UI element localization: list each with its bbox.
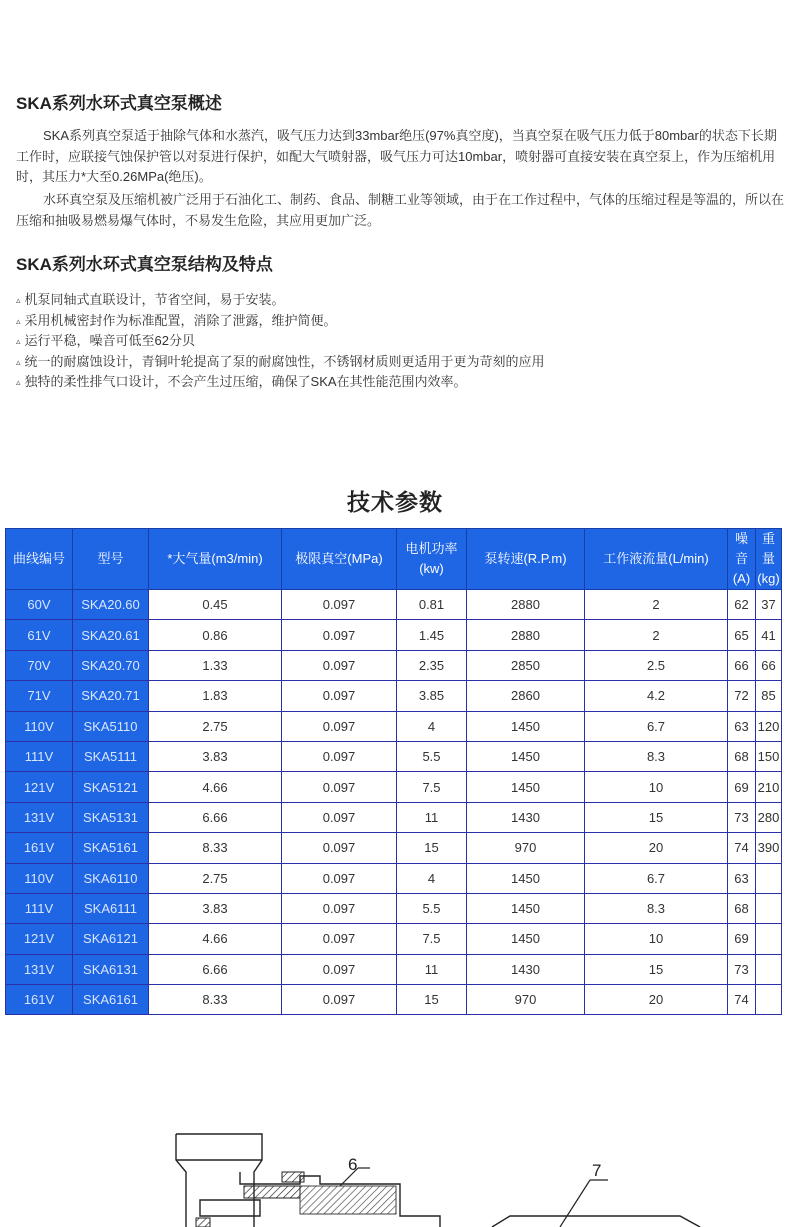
hatched-bolt: [282, 1172, 304, 1182]
cell-curve-no: 60V: [6, 590, 73, 620]
cell-liquid-flow: 15: [585, 802, 728, 832]
cell-pump-speed: 2860: [467, 681, 585, 711]
cell-curve-no: 71V: [6, 681, 73, 711]
cell-model: SKA5111: [73, 741, 149, 771]
cell-model: SKA6121: [73, 924, 149, 954]
cell-pump-speed: 1450: [467, 893, 585, 923]
cell-ultimate-vacuum: 0.097: [282, 954, 397, 984]
cell-noise: 63: [728, 711, 756, 741]
header-noise-line2: (A): [732, 571, 751, 586]
table-title: 技术参数: [347, 489, 443, 515]
header-noise: [728, 529, 756, 590]
cell-curve-no: 161V: [6, 985, 73, 1015]
feature-item: [16, 311, 545, 332]
cell-liquid-flow: 20: [585, 833, 728, 863]
header-weight-line1: 重量: [761, 531, 775, 566]
cell-curve-no: 131V: [6, 802, 73, 832]
cell-weight: [756, 893, 782, 923]
cell-liquid-flow: 6.7: [585, 711, 728, 741]
cell-motor-power: 15: [397, 833, 467, 863]
feature-item: [16, 352, 545, 373]
cell-max-airflow: 6.66: [149, 954, 282, 984]
feature-text: 统一的耐腐蚀设计，青铜叶轮提高了泵的耐腐蚀性，不锈钢材质则更适用于更为苛刻的应用: [24, 353, 545, 369]
pump-housing-outline: [176, 1134, 700, 1227]
header-weight: [756, 529, 782, 590]
cell-motor-power: 2.35: [397, 650, 467, 680]
cell-curve-no: 70V: [6, 650, 73, 680]
hatched-flange: [244, 1186, 300, 1198]
cell-weight: [756, 954, 782, 984]
cell-liquid-flow: 6.7: [585, 863, 728, 893]
cell-ultimate-vacuum: 0.097: [282, 893, 397, 923]
feature-item: [16, 372, 545, 393]
cell-ultimate-vacuum: 0.097: [282, 741, 397, 771]
cell-pump-speed: 1450: [467, 741, 585, 771]
cell-curve-no: 111V: [6, 741, 73, 771]
cell-max-airflow: 4.66: [149, 772, 282, 802]
features-title: SKA系列水环式真空泵结构及特点: [16, 255, 273, 274]
cell-noise: 62: [728, 590, 756, 620]
feature-text: 机泵同轴式直联设计，节省空间，易于安装。: [24, 292, 285, 307]
cell-max-airflow: 2.75: [149, 863, 282, 893]
cell-pump-speed: 1450: [467, 772, 585, 802]
header-motor-power-line2: (kw): [419, 561, 444, 576]
cell-weight: 390: [756, 833, 782, 863]
triangle-bullet-icon: ▵: [16, 377, 21, 387]
diagram-label-6: 6: [348, 1155, 358, 1174]
cell-model: SKA20.60: [73, 590, 149, 620]
cell-model: SKA5121: [73, 772, 149, 802]
cell-weight: 150: [756, 741, 782, 771]
cell-max-airflow: 3.83: [149, 893, 282, 923]
cell-weight: 210: [756, 772, 782, 802]
cell-noise: 68: [728, 741, 756, 771]
overview-paragraph-2: 水环真空泵及压缩机被广泛用于石油化工、制药、食品、制糖工业等领域，由于在工作过程中，气体的压缩过程是等温的，所以在压缩和抽吸易燃易爆气体时，不易发生危险，其应用更加广泛。: [16, 192, 785, 228]
cell-weight: [756, 863, 782, 893]
cell-curve-no: 110V: [6, 863, 73, 893]
table-row: [6, 590, 782, 620]
header-weight-line2: (kg): [757, 571, 780, 586]
header-noise-line1: 噪音: [734, 531, 748, 566]
cell-model: SKA6131: [73, 954, 149, 984]
table-row: [6, 650, 782, 680]
cell-noise: 68: [728, 893, 756, 923]
cell-curve-no: 110V: [6, 711, 73, 741]
hatched-casing: [300, 1186, 396, 1214]
cell-liquid-flow: 2.5: [585, 650, 728, 680]
cell-noise: 74: [728, 833, 756, 863]
triangle-bullet-icon: ▵: [16, 315, 21, 326]
table-row: [6, 985, 782, 1015]
feature-text: 运行平稳，噪音可低至62分贝: [24, 333, 195, 348]
cell-pump-speed: 1450: [467, 711, 585, 741]
cell-ultimate-vacuum: 0.097: [282, 985, 397, 1015]
cell-motor-power: 5.5: [397, 893, 467, 923]
cell-model: SKA20.61: [73, 620, 149, 650]
table-row: [6, 924, 782, 954]
triangle-bullet-icon: ▵: [16, 356, 21, 367]
cell-motor-power: 11: [397, 802, 467, 832]
header-motor-power-line1: 电机功率: [405, 541, 458, 556]
cell-noise: 65: [728, 620, 756, 650]
cell-model: SKA6161: [73, 985, 149, 1015]
cell-liquid-flow: 8.3: [585, 893, 728, 923]
table-row: [6, 772, 782, 802]
feature-item: [16, 290, 545, 311]
cell-liquid-flow: 4.2: [585, 681, 728, 711]
cell-motor-power: 0.81: [397, 590, 467, 620]
cell-model: SKA5131: [73, 802, 149, 832]
feature-text: 独特的柔性排气口设计，不会产生过压缩，确保了SKA在其性能范围内效率。: [24, 374, 467, 389]
cell-ultimate-vacuum: 0.097: [282, 650, 397, 680]
cell-max-airflow: 1.33: [149, 650, 282, 680]
cell-curve-no: 121V: [6, 924, 73, 954]
cell-noise: 69: [728, 924, 756, 954]
cell-weight: 37: [756, 590, 782, 620]
header-model: 型号: [73, 529, 149, 590]
cell-weight: 41: [756, 620, 782, 650]
cell-max-airflow: 8.33: [149, 985, 282, 1015]
cell-motor-power: 3.85: [397, 681, 467, 711]
cell-noise: 66: [728, 650, 756, 680]
cell-liquid-flow: 8.3: [585, 741, 728, 771]
cell-max-airflow: 4.66: [149, 924, 282, 954]
cell-noise: 74: [728, 985, 756, 1015]
cell-pump-speed: 2880: [467, 590, 585, 620]
cell-max-airflow: 1.83: [149, 681, 282, 711]
cell-curve-no: 161V: [6, 833, 73, 863]
table-row: [6, 711, 782, 741]
cell-motor-power: 1.45: [397, 620, 467, 650]
pump-cross-section-diagram: [0, 1120, 790, 1227]
feature-text: 采用机械密封作为标准配置，消除了泄露，维护简便。: [24, 312, 337, 328]
cell-max-airflow: 0.45: [149, 590, 282, 620]
cell-model: SKA20.71: [73, 681, 149, 711]
header-curve-no: 曲线编号: [6, 529, 73, 590]
spec-table: [5, 528, 782, 1015]
feature-list: [16, 290, 545, 393]
cell-model: SKA6111: [73, 893, 149, 923]
cell-ultimate-vacuum: 0.097: [282, 863, 397, 893]
cell-noise: 72: [728, 681, 756, 711]
header-pump-speed: 泵转速(R.P.m): [467, 529, 585, 590]
table-header-row: [6, 529, 782, 590]
cell-pump-speed: 1430: [467, 802, 585, 832]
cell-max-airflow: 3.83: [149, 741, 282, 771]
table-row: [6, 620, 782, 650]
cell-motor-power: 5.5: [397, 741, 467, 771]
diagram-label-7: 7: [592, 1161, 602, 1180]
cell-liquid-flow: 10: [585, 772, 728, 802]
cell-curve-no: 121V: [6, 772, 73, 802]
table-row: [6, 954, 782, 984]
cell-liquid-flow: 15: [585, 954, 728, 984]
cell-max-airflow: 2.75: [149, 711, 282, 741]
cell-motor-power: 7.5: [397, 924, 467, 954]
leader-line-7: [560, 1180, 590, 1227]
cell-noise: 69: [728, 772, 756, 802]
cell-motor-power: 15: [397, 985, 467, 1015]
cell-ultimate-vacuum: 0.097: [282, 772, 397, 802]
cell-weight: 85: [756, 681, 782, 711]
cell-model: SKA20.70: [73, 650, 149, 680]
cell-max-airflow: 6.66: [149, 802, 282, 832]
cell-curve-no: 61V: [6, 620, 73, 650]
cell-max-airflow: 0.86: [149, 620, 282, 650]
cell-pump-speed: 2880: [467, 620, 585, 650]
cell-pump-speed: 1450: [467, 924, 585, 954]
cell-model: SKA6110: [73, 863, 149, 893]
cell-motor-power: 7.5: [397, 772, 467, 802]
cell-noise: 73: [728, 954, 756, 984]
cell-weight: [756, 924, 782, 954]
cell-model: SKA5110: [73, 711, 149, 741]
cell-liquid-flow: 20: [585, 985, 728, 1015]
cell-ultimate-vacuum: 0.097: [282, 620, 397, 650]
cell-weight: 66: [756, 650, 782, 680]
cell-liquid-flow: 10: [585, 924, 728, 954]
cell-weight: 280: [756, 802, 782, 832]
feature-item: [16, 331, 545, 352]
table-row: [6, 802, 782, 832]
cell-motor-power: 11: [397, 954, 467, 984]
cell-noise: 73: [728, 802, 756, 832]
triangle-bullet-icon: ▵: [16, 295, 21, 305]
table-row: [6, 741, 782, 771]
header-max-airflow: *大气量(m3/min): [149, 529, 282, 590]
cell-model: SKA5161: [73, 833, 149, 863]
cell-motor-power: 4: [397, 711, 467, 741]
table-row: [6, 863, 782, 893]
cell-max-airflow: 8.33: [149, 833, 282, 863]
cell-curve-no: 111V: [6, 893, 73, 923]
cell-pump-speed: 2850: [467, 650, 585, 680]
cell-pump-speed: 1450: [467, 863, 585, 893]
hatched-base: [196, 1218, 210, 1227]
triangle-bullet-icon: ▵: [16, 336, 21, 346]
cell-pump-speed: 970: [467, 985, 585, 1015]
cell-ultimate-vacuum: 0.097: [282, 802, 397, 832]
table-row: [6, 893, 782, 923]
header-motor-power: [397, 529, 467, 590]
header-ultimate-vacuum: 极限真空(MPa): [282, 529, 397, 590]
table-row: [6, 681, 782, 711]
cell-liquid-flow: 2: [585, 590, 728, 620]
cell-noise: 63: [728, 863, 756, 893]
cell-ultimate-vacuum: 0.097: [282, 590, 397, 620]
cell-motor-power: 4: [397, 863, 467, 893]
cell-ultimate-vacuum: 0.097: [282, 833, 397, 863]
cell-liquid-flow: 2: [585, 620, 728, 650]
cell-ultimate-vacuum: 0.097: [282, 924, 397, 954]
cell-pump-speed: 1430: [467, 954, 585, 984]
overview-title: SKA系列水环式真空泵概述: [16, 94, 222, 113]
cell-ultimate-vacuum: 0.097: [282, 711, 397, 741]
cell-curve-no: 131V: [6, 954, 73, 984]
header-liquid-flow: 工作液流量(L/min): [585, 529, 728, 590]
cell-pump-speed: 970: [467, 833, 585, 863]
cell-ultimate-vacuum: 0.097: [282, 681, 397, 711]
table-row: [6, 833, 782, 863]
overview-paragraph-1: SKA系列真空泵适于抽除气体和水蒸汽，吸气压力达到33mbar绝压(97%真空度)，当真空泵在吸气压力低于80mbar的状态下长期工作时，应联接气蚀保护管以对泵进行保护，如配大气喷射器，吸气压力可达10mbar，喷射器可直接安装在真空泵上，作为压缩机用时，其压力*大至0.26MPa(绝压)。: [16, 128, 777, 184]
cell-weight: [756, 985, 782, 1015]
cell-weight: 120: [756, 711, 782, 741]
